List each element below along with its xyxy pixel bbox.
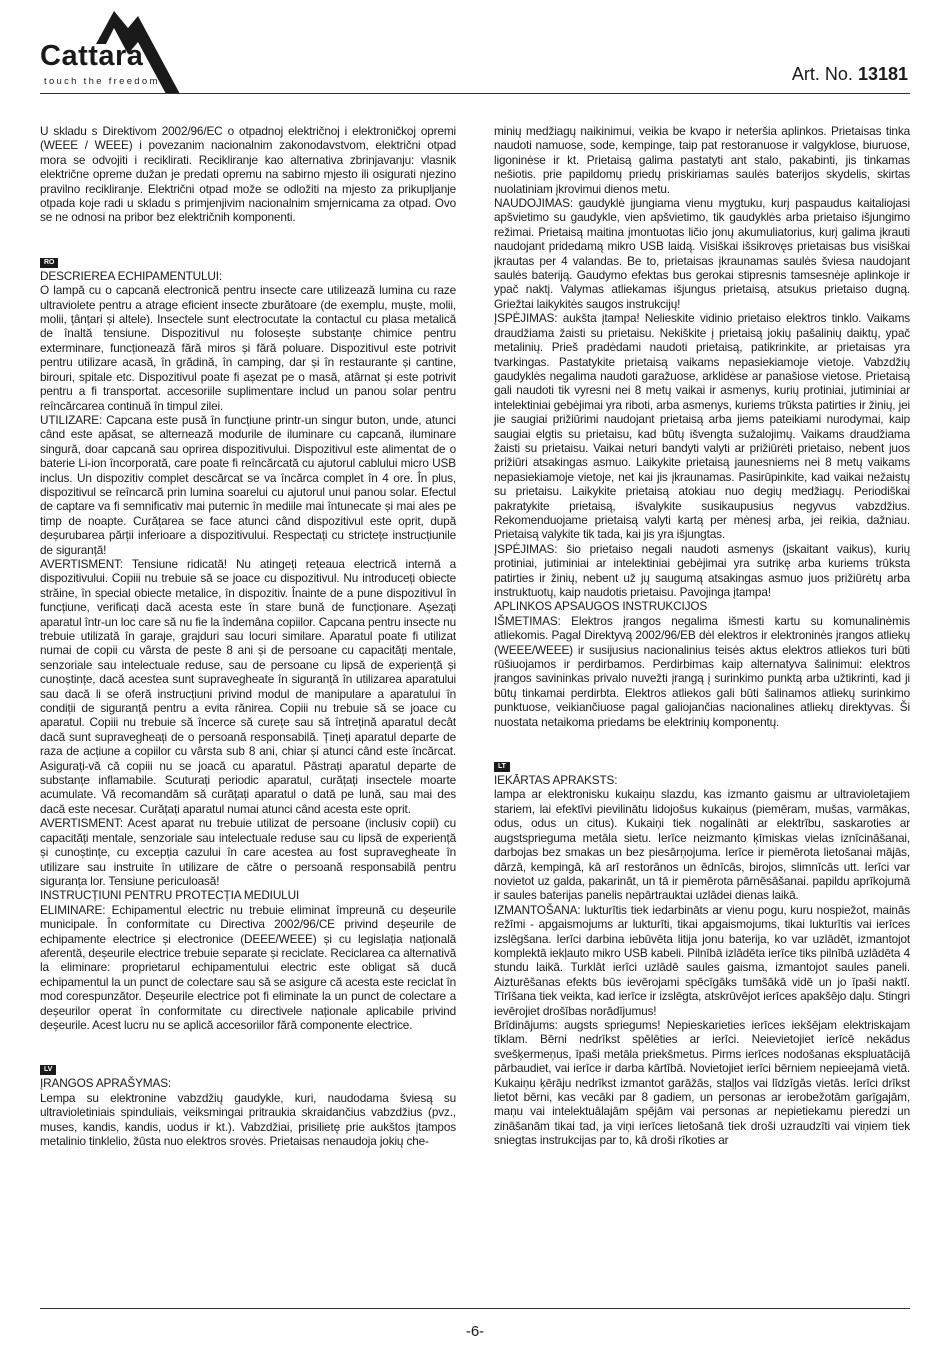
language-tag-ro: RO	[40, 258, 58, 268]
lt-env-heading: APLINKOS APSAUGOS INSTRUKCIJOS	[494, 599, 708, 614]
ro-description: O lampă cu o capcană electronică pentru insecte care utilizează lumina cu raze ultraviolete pentru a atrage eficient insecte zburătoare (de exemplu, muște, molii, molii, țânțari și altele). Insectele sunt electrocutate la contactul cu plasa metalică de înaltă tensiune. Dispozitivul nu folosește substanțe chimice pentru exterminare, funcționează fără miros și fără poluare. Dispozitivul este potrivit pentru utilizare acasă, în grădină, în camping, dar și în restaurante și cantine, birouri, spitale etc. Dispozitivul poate fi așezat pe o masă, atârnat și este potrivit pentru a fi transportat. accesoriile suplimentare includ un panou solar pentru reîncărcarea continuă în timpul zilei.	[40, 283, 456, 413]
lt-warning-2: ĮSPĖJIMAS: šio prietaiso negali naudoti asmenys (įskaitant vaikus), kurių protiniai, jutiminiai ar intelektiniai gebėjimai yra sutrikę arba kuriems trūksta patirties ir žinių, nebent už jų saugumą atsakingas asmuo juos prižiūrėtų arba instruktuotų, kaip naudotis prietaisu. Pavojinga įtampa!	[494, 541, 910, 599]
brand-name: Cattara	[40, 40, 144, 72]
ro-env-heading: INSTRUCȚIUNI PENTRU PROTECȚIA MEDIULUI	[40, 888, 300, 903]
article-number-label: Art. No.	[791, 64, 853, 84]
lv-heading: IEKĀRTAS APRAKSTS:	[494, 773, 618, 788]
hr-disposal-text: U skladu s Direktivom 2002/96/EC o otpadnoj električnoj i elektroničkoj opremi (WEEE / WEEE) i povezanim nacionalnim zakonodavstvom, električni otpad mora se odvojiti i reciklirati. Recikliranje kao alternativa zbrinjavanju: vlasnik električne opreme dužan je predati opremu na sabirno mjesto ili osigurati njezino pravilno recikliranje. Električni otpad može se odložiti na mjesto za prikupljanje otpada koje radi u skladu s primjenjivim nacionalnim smjernicama za otpad. Ovo se ne odnosi na pribor bez električnih komponenti.	[40, 124, 456, 225]
ro-heading: DESCRIEREA ECHIPAMENTULUI:	[40, 268, 223, 283]
article-number	[792, 64, 908, 85]
language-tag-lt: LT	[494, 762, 510, 772]
ro-env-text: ELIMINARE: Echipamentul electric nu trebuie eliminat împreună cu deșeurile municipale. În conformitate cu Directiva 2002/96/CE privind deșeurile de echipamente electrice și electronice (DEEE/WEEE) și cu legislația națională aferentă, deșeurile electrice trebuie separate și reciclate. Reciclarea ca alternativă la eliminare: proprietarul echipamentului electric este obligat să ducă echipamentul la un punct de colectare sau să se asigure că acesta este reciclat în mod corespunzător. Deșeurile electrice pot fi eliminate la un punct de colectare a deșeurilor operat în conformitate cu directivele naționale aplicabile privind deșeurile. Acest lucru nu se aplică accesoriilor fără componente electrice.	[40, 902, 456, 1032]
page-number: -6-	[465, 1323, 485, 1340]
lv-usage: IZMANTOŠANA: lukturītis tiek iedarbināts ar vienu pogu, kuru nospiežot, mainās režīmi - apgaismojums ar lukturīti, tikai apgaismojums, tikai lukturītis vai ierīces izslēgšana. Ierīci darbina iebūvēta litija jonu baterija, ko var uzlādēt, izmantojot komplektā iekļauto mikro USB kabeli. Pilnībā izlādēta ierīce tiks pilnībā uzlādēta 4 stundu laikā. Turklāt ierīci uzlādē saules gaisma, izmantojot saules paneli. Aizturēšanas efekts būs ievērojami spēcīgāks tumšākā vidē un jo īpaši naktī. Tīrīšana tiek veikta, kad ierīce ir izslēgta, atskrūvējot ierīces apakšējo daļu. Stingri ievērojiet drošības norādījumus!	[494, 902, 910, 1018]
lv-description: lampa ar elektronisku kukaiņu slazdu, kas izmanto gaismu ar ultravioletajiem stariem, lai efektīvi pievilinātu lidojošus kukaiņus (piemēram, mušas, varmākas, odus, odus un citus). Kukaiņi tiek nogalināti ar elektrību, saskaroties ar augstsprieguma metāla sietu. Ierīce neizmanto ķīmiskas vielas iznīcināšanai, darbojas bez smakas un bez piesārņojuma. Ierīce ir piemērota lietošanai mājās, dārzā, kempingā, kā arī restorānos un ēdnīcās, birojos, slimnīcās utt. Ierīci var novietot uz galda, pakarināt, un tā ir piemērota pārnēsāšanai. papildu aprīkojumā ir saules baterijas panelis nepārtrauktai uzlādei dienas laikā.	[494, 787, 910, 903]
language-tag-lv: LV	[40, 1065, 56, 1075]
lv-warning: Brīdinājums: augsts spriegums! Nepieskarieties ierīces iekšējam elektriskajam tīklam. Bērni nedrīkst spēlēties ar ierīci. Neievietojiet ierīcē nekādus svešķermeņus, īpaši metāla priekšmetus. Pirms ierīces nodošanas ekspluatācijā pārbaudiet, vai ierīce ir darba kārtībā. Novietojiet ierīci bērniem nepieejamā vietā. Kukaiņu ķērāju nedrīkst izmantot garāžās, staļļos vai līdzīgās vietās. Ierīci drīkst lietot bērni, kas vecāki par 8 gadiem, un personas ar ierobežotām garīgajām, maņu vai intelektuālajām spējām vai personas ar nepietiekamu pieredzi un zināšanām tikai tad, ja viņi ierīces lietošanā tiek droši uzraudzīti vai viņiem tiek sniegtas instrukcijas par to, kā droši rīkoties ar	[494, 1017, 910, 1148]
lt-env-text: IŠMETIMAS: Elektros įrangos negalima išmesti kartu su komunalinėmis atliekomis. Pagal Direktyvą 2002/96/EB dėl elektros ir elektroninės įrangos atliekų (WEEE/WEEE) ir susijusius nacionalinius teisės aktus elektros atliekos turi būti rūšiuojamos ir perdirbamos. Perdirbimas kaip alternatyva šalinimui: elektros įrangos savininkas privalo nuvežti įrangą į surinkimo punktą arba užtikrinti, kad ji būtų tinkamai perdirbta. Elektros atliekos gali būti šalinamos atliekų surinkimo punktuose, veikiančiuose pagal galiojančias nacionalines atliekų direktyvas. Ši nuostata netaikoma priedams be elektrinių komponentų.	[494, 613, 910, 729]
brand-tagline: touch the freedom	[44, 76, 160, 87]
lt-heading: ĮRANGOS APRAŠYMAS:	[40, 1076, 172, 1091]
brand-logo	[40, 6, 190, 88]
right-column	[494, 124, 910, 1148]
lt-usage: NAUDOJIMAS: gaudyklė įjungiama vienu mygtuku, kurį paspaudus kaitaliojasi apšvietimo su gaudykle, vien apšvietimo, tik gaudyklės arba prietaiso išjungimo režimai. Prietaisą maitina įmontuotas ličio jonų akumuliatorius, kurį galima įkrauti naudojant pridedamą mikro USB laidą. Visiškai išsikrovęs prietaisas bus visiškai įkrautas per 4 valandas. Be to, prietaisas įkraunamas saulės šviesa naudojant saulės bateriją. Gaudymo efektas bus gerokai stipresnis tamsesnėje aplinkoje ir ypač naktį. Valymas atliekamas išjungus prietaisą, atsukus prietaiso dugną. Griežtai laikykitės saugos instrukcijų!	[494, 196, 910, 311]
ro-usage: UTILIZARE: Capcana este pusă în funcțiune printr-un singur buton, unde, atunci când este apăsat, se alternează modurile de iluminare cu capcană, iluminare singură, doar capcană sau oprirea dispozitivului. Dispozitivul este alimentat de o baterie Li-ion încorporată, care poate fi reîncărcată cu ajutorul cablului micro USB inclus. Un dispozitiv complet descărcat se va încărca complet în 4 ore. În plus, dispozitivul se reîncarcă prin lumina soarelui cu ajutorul unui panou solar. Efectul de captare va fi semnificativ mai puternic în mediile mai întunecate și mai ales pe timp de noapte. Curățarea se face atunci când dispozitivul este oprit, după deșurubarea părții inferioare a dispozitivului. Respectați cu strictețe instrucțiunile de siguranță!	[40, 412, 456, 557]
lt-description-start: Lempa su elektronine vabzdžių gaudykle, kuri, naudodama šviesą su ultravioletiniais spinduliais, veiksmingai pritraukia skraidančius vabzdžius (pvz., muses, kandis, kandis, uodus ir kt.). Vabzdžiai, prisilietę prie aukštos įtampos metalinio tinklelio, žūsta nuo elektros srovės. Prietaisas nenaudoja jokių che-	[40, 1090, 456, 1148]
left-column	[40, 124, 456, 1148]
ro-warning-1: AVERTISMENT: Tensiune ridicată! Nu atingeți rețeaua electrică internă a dispozitivului. Copiii nu trebuie să se joace cu dispozitivul. Nu introduceți obiecte străine, în special obiecte metalice, în dispozitiv. Înainte de a pune dispozitivul în funcțiune, verificați dacă acesta este în stare bună de funcționare. Așezați aparatul într-un loc care să nu fie la îndemâna copiilor. Capcana pentru insecte nu trebuie utilizată în garaje, grajduri sau locuri similare. Aparatul poate fi utilizat numai de copii cu vârsta de peste 8 ani și de persoane cu capacități mentale, senzoriale sau intelectuale reduse, sau de persoane cu lipsă de experiență și cunoștințe, dacă acestea sunt supravegheate în siguranță în utilizarea aparatului sau dacă li se oferă instrucțiuni privind modul de manipulare a aparatului în condiții de siguranță pentru a evita rănirea. Copiii nu trebuie să se joace cu aparatul. Copiii nu trebuie să încerce să curețe sau să întrețină aparatul decât dacă sunt supravegheați de o persoană responsabilă. Țineți aparatul departe de raza de acțiune a copiilor cu vârsta sub 8 ani, chiar și atunci când este încărcat. Asigurați-vă că copiii nu se joacă cu aparatul. Păstrați aparatul departe de substanțe inflamabile. Scuturați periodic aparatul, curățați insectele moarte acumulate. Vă recomandăm să curățați aparatul o dată pe lună, sau mai des dacă este necesar. Curățați aparatul numai atunci când acesta este oprit.	[40, 556, 456, 816]
footer-divider	[40, 1308, 910, 1309]
header-divider	[40, 93, 910, 94]
article-number-value: 13181	[857, 64, 908, 84]
lt-warning-1: ĮSPĖJIMAS: aukšta įtampa! Nelieskite vidinio prietaiso elektros tinklo. Vaikams draudžiama žaisti su prietaisu. Nekiškite į prietaisą jokių pašalinių daiktų, ypač metalinių. Prieš pradėdami naudoti prietaisą, patikrinkite, ar prietaisas yra tvarkingas. Pastatykite prietaisą vaikams nepasiekiamoje vietoje. Vabzdžių gaudyklės negalima naudoti garažuose, arklidėse ar panašiose vietose. Prietaisą gali naudoti tik vyresni nei 8 metų vaikai ir asmenys, kurių protiniai, jutiminiai ar intelektiniai gebėjimai yra riboti, arba asmenys, kuriems trūksta patirties ir žinių, jei jie saugiai prižiūrimi naudojant prietaisą arba jiems pateikiami nurodymai, kaip saugiai elgtis su prietaisu, kad būtų išvengta sužalojimų. Vaikams draudžiama žaisti su prietaisu. Vaikai neturi bandyti valyti ar prižiūrėti prietaiso, nebent juos prižiūri atsakingas asmuo. Laikykite prietaisą jaunesniems nei 8 metų vaikams nepasiekiamoje vietoje, net kai jis įkraunamas. Pasirūpinkite, kad vaikai nežaistų su prietaisu. Laikykite prietaisą atokiau nuo degių medžiagų. Periodiškai pakratykite prietaisą, išvalykite susikaupusius negyvus vabzdžius. Rekomenduojame prietaisą valyti kartą per mėnesį arba, jei reikia, dažniau. Prietaisą valykite tik tada, kai jis yra išjungtas.	[494, 311, 910, 542]
ro-warning-2: AVERTISMENT: Acest aparat nu trebuie utilizat de persoane (inclusiv copii) cu capacități mentale, senzoriale sau intelectuale reduse sau cu lipsă de experiență și cunoștințe, cu excepția cazului în care acestea au fost supravegheate în utilizare sau instruite în utilizare de către o persoană responsabilă pentru siguranța lor. Tensiune periculoasă!	[40, 816, 456, 888]
lt-description-end: minių medžiagų naikinimui, veikia be kvapo ir neteršia aplinkos. Prietaisas tinka naudoti namuose, sode, kempinge, taip pat restoranuose ir valgyklose, biuruose, ligoninėse ir kt. Prietaisą galima pastatyti ant stalo, pakabinti, jis tinkamas nešiotis. prie papildomų priedų priskiriamas saulės baterijos skydelis, skirtas nuolatiniam įkrovimui dienos metu.	[494, 124, 910, 196]
